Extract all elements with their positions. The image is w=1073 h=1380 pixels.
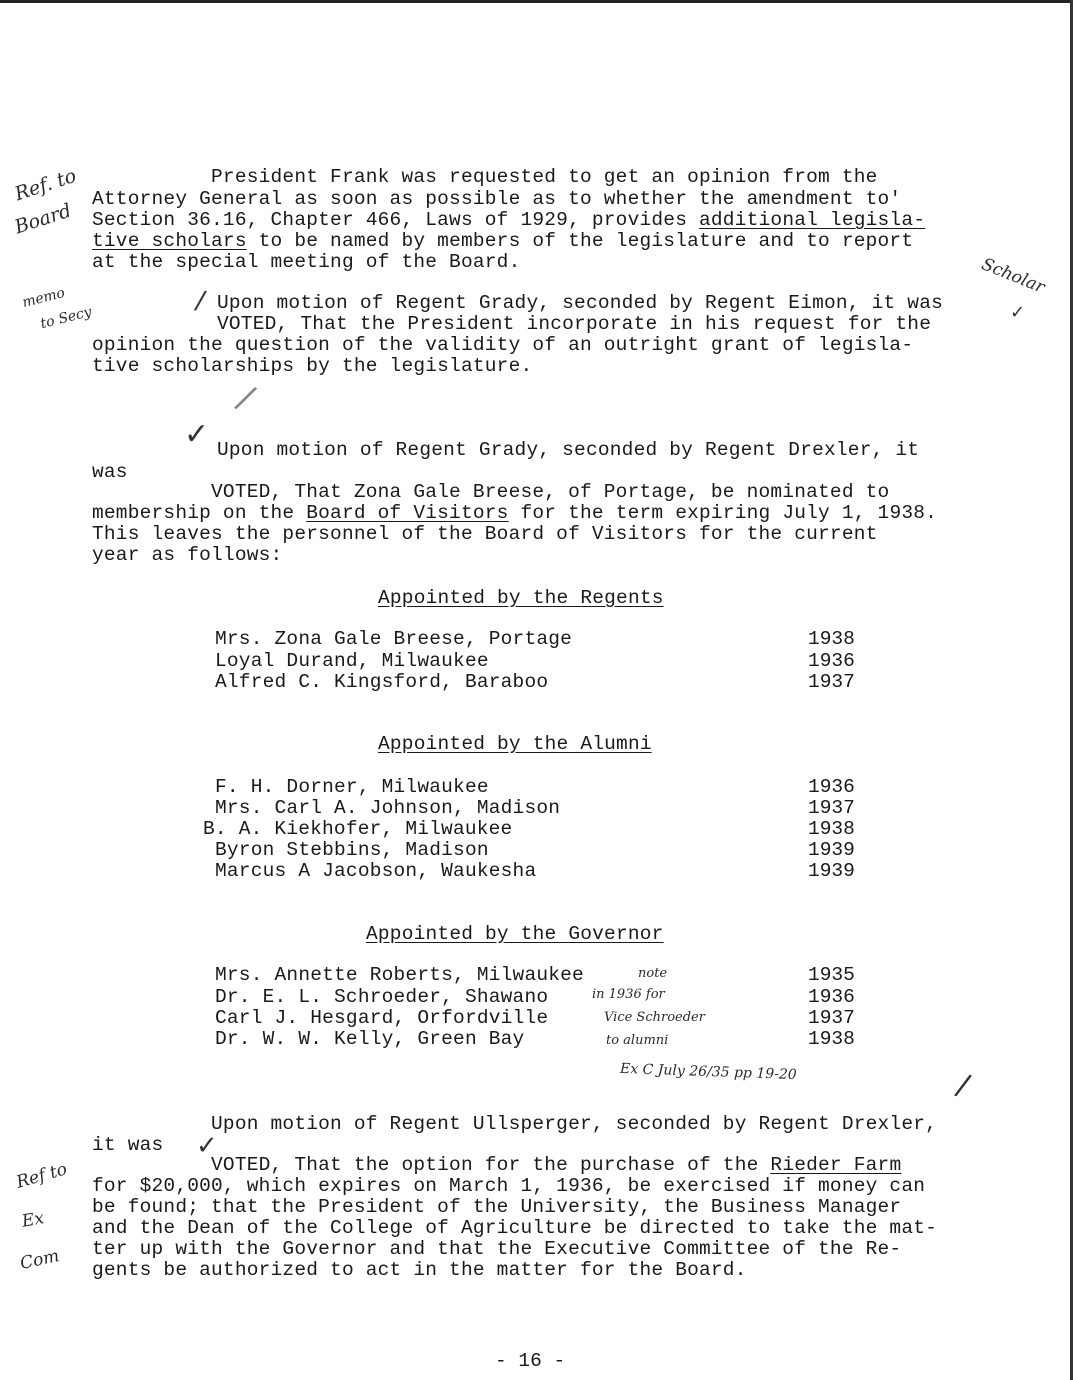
member-year: 1936	[808, 650, 855, 672]
text-line	[92, 230, 913, 252]
text-line: was	[92, 461, 128, 483]
handwritten-note-memo: to Secy	[38, 303, 94, 333]
member-name: Mrs. Zona Gale Breese, Portage	[215, 628, 573, 650]
handwritten-note-ref-board: Board	[12, 199, 74, 239]
text-line: be found; that the President of the University, the Business Manager	[92, 1196, 902, 1218]
text-line	[92, 502, 937, 524]
text-line: gents be authorized to act in the matter for the Board.	[92, 1259, 747, 1281]
text-line: it was	[92, 1134, 164, 1156]
member-name: Dr. E. L. Schroeder, Shawano	[215, 986, 549, 1008]
text-line: Upon motion of Regent Grady, seconded by Regent Drexler, it	[217, 439, 920, 461]
page-number: - 16 -	[495, 1350, 566, 1372]
text-line: This leaves the personnel of the Board of Visitors for the current	[92, 523, 878, 545]
check-mark-icon: ✓	[1010, 302, 1026, 323]
text-segment: to be named by members of the legislature and to report	[246, 230, 914, 252]
member-name: B. A. Kiekhofer, Milwaukee	[203, 818, 513, 840]
member-year: 1937	[808, 797, 855, 819]
handwritten-note-ref-board: Ref. to	[12, 164, 79, 206]
section-heading: Appointed by the Regents	[378, 587, 664, 609]
handwritten-note-ref-ex-com: Com	[18, 1246, 62, 1274]
member-name: Alfred C. Kingsford, Baraboo	[215, 671, 549, 693]
member-name: Carl J. Hesgard, Orfordville	[215, 1007, 549, 1029]
text-segment: for the term expiring July 1, 1938.	[508, 502, 938, 524]
text-line: President Frank was requested to get an opinion from the	[92, 166, 878, 188]
member-name: Mrs. Carl A. Johnson, Madison	[215, 797, 561, 819]
member-year: 1937	[808, 1007, 855, 1029]
member-name: Byron Stebbins, Madison	[215, 839, 489, 861]
underlined-phrase: Board of Visitors	[306, 502, 509, 524]
member-year: 1938	[808, 1028, 855, 1050]
check-mark-icon: ✓	[184, 417, 210, 452]
page-edge-top	[0, 0, 1073, 3]
underlined-phrase: tive scholars	[92, 230, 247, 252]
member-year: 1938	[808, 628, 855, 650]
member-year: 1938	[808, 818, 855, 840]
member-name: Dr. W. W. Kelly, Green Bay	[215, 1028, 525, 1050]
handwritten-note-governor: to alumni	[606, 1033, 669, 1048]
underlined-phrase: additional legisla-	[699, 209, 926, 231]
member-name: F. H. Dorner, Milwaukee	[215, 776, 489, 798]
handwritten-note-governor: Vice Schroeder	[604, 1010, 705, 1025]
text-line: year as follows:	[92, 544, 283, 566]
member-year: 1939	[808, 860, 855, 882]
text-line: opinion the question of the validity of an outright grant of legisla-	[92, 334, 914, 356]
member-name: Loyal Durand, Milwaukee	[215, 650, 489, 672]
text-line: VOTED, That the President incorporate in his request for the	[217, 313, 932, 335]
check-mark-icon: ✓	[196, 1131, 218, 1161]
member-year: 1937	[808, 671, 855, 693]
member-name: Mrs. Annette Roberts, Milwaukee	[215, 964, 584, 986]
member-name: Marcus A Jacobson, Waukesha	[215, 860, 537, 882]
text-line: VOTED, That Zona Gale Breese, of Portage, be nominated to	[92, 481, 890, 503]
text-segment: VOTED, That the option for the purchase of the	[92, 1154, 771, 1176]
check-mark-icon: /	[192, 285, 208, 317]
handwritten-note-governor: in 1936 for	[592, 987, 665, 1002]
pencil-stroke-icon: /	[231, 377, 261, 419]
text-line: ter up with the Governor and that the Executive Committee of the Re-	[92, 1238, 902, 1260]
text-line: Upon motion of Regent Grady, seconded by Regent Eimon, it was	[217, 292, 944, 314]
member-year: 1936	[808, 776, 855, 798]
text-segment: Section 36.16, Chapter 466, Laws of 1929, provides	[92, 209, 699, 231]
text-line: for $20,000, which expires on March 1, 1936, be exercised if money can	[92, 1175, 926, 1197]
member-year: 1939	[808, 839, 855, 861]
text-line: tive scholarships by the legislature.	[92, 355, 533, 377]
check-mark-icon: /	[952, 1067, 974, 1104]
section-heading: Appointed by the Alumni	[378, 733, 652, 755]
section-heading: Appointed by the Governor	[366, 923, 664, 945]
handwritten-note-ref-ex-com: Ex	[20, 1208, 46, 1232]
handwritten-note-memo: memo	[20, 285, 67, 311]
text-line: and the Dean of the College of Agriculture be directed to take the mat-	[92, 1217, 938, 1239]
handwritten-note-scholar: Scholar	[978, 254, 1048, 298]
underlined-phrase: Rieder Farm	[770, 1154, 902, 1176]
handwritten-note-ref-ex-com: Ref to	[14, 1159, 70, 1193]
text-line	[92, 209, 925, 231]
member-year: 1935	[808, 964, 855, 986]
handwritten-note-exec-committee: Ex C July 26/35 pp 19-20	[619, 1060, 797, 1084]
handwritten-note-governor: note	[638, 966, 668, 981]
text-line: Upon motion of Regent Ullsperger, seconded by Regent Drexler,	[92, 1113, 938, 1135]
text-segment: membership on the	[92, 502, 307, 524]
member-year: 1936	[808, 986, 855, 1008]
text-line: at the special meeting of the Board.	[92, 251, 521, 273]
text-line: Attorney General as soon as possible as to whether the amendment to'	[92, 188, 902, 210]
